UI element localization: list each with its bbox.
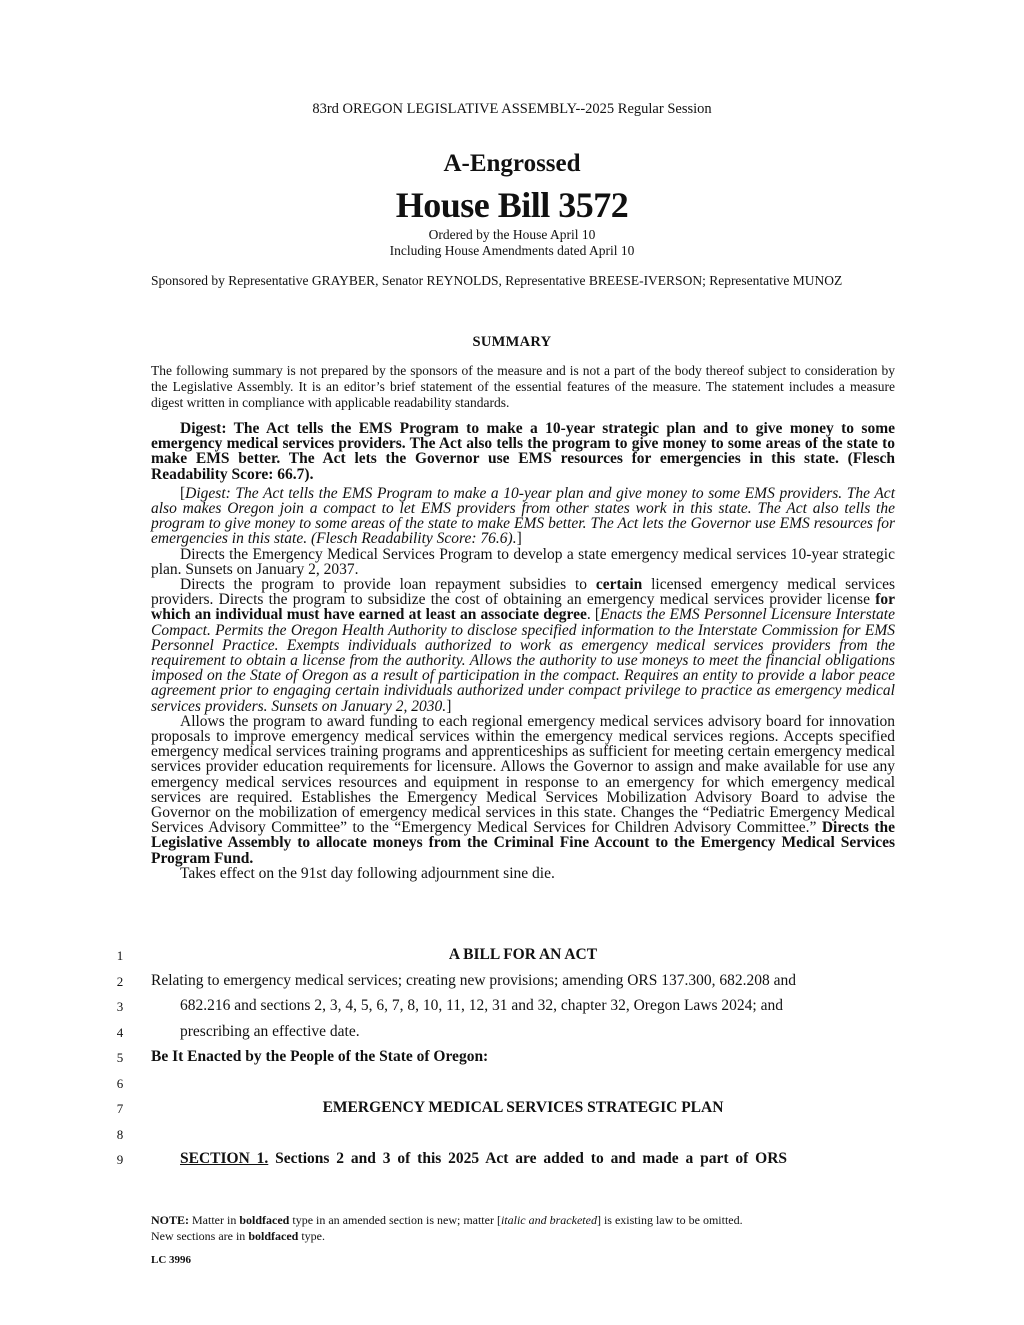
line-number: 9 (116, 1152, 124, 1167)
bill-title: House Bill 3572 (395, 185, 629, 225)
summary-heading: SUMMARY (472, 334, 552, 350)
award-bold: Directs the Legislative Assembly to allocate moneys from the Criminal Fine Account to the Emergency Medical Services Program Fund. (151, 819, 895, 867)
line-number: 6 (116, 1076, 124, 1091)
line-number: 3 (116, 999, 124, 1014)
amendments-line: Including House Amendments dated April 10 (389, 243, 635, 258)
section-1-text: Sections 2 and 3 of this 2025 Act are added to and made a part of ORS (268, 1150, 788, 1167)
award-text: Allows the program to award funding to each regional emergency medical services advisory board for innovation proposals to improve emergency medical services within the emergency medical services regions. Accepts specified emergency medical services training programs and apprenticeships as sufficient for meeting certain emergency medical services provider education requirements for licensure. Allows the Governor to assign and make available for use any emergency medical services resources and equipment in response to an emergency for which emergency medical services are required. Establishes the Emergency Medical Services Mobilization Advisory Board to advise the Governor on the mobilization of emergency medical services in this state. Changes the “Pediatric Emergency Medical Services Advisory Committee” to the “Emergency Medical Services for Children Advisory Committee.” (151, 712, 895, 837)
section-heading: EMERGENCY MEDICAL SERVICES STRATEGIC PLAN (322, 1099, 724, 1116)
loan-text-b: licensed emergency medical services providers. Directs the program to subsidize the cost of obtaining an emergency medical services provider license (151, 576, 895, 609)
note-bold-2: boldfaced (248, 1229, 299, 1243)
bracket-open: [ (180, 484, 186, 502)
lc-number: LC 3996 (151, 1254, 192, 1266)
session-header: 83rd OREGON LEGISLATIVE ASSEMBLY--2025 Regular Session (312, 101, 712, 117)
loan-certain: certain (595, 576, 643, 594)
bill-heading: A BILL FOR AN ACT (448, 946, 598, 963)
line-number: 1 (116, 948, 124, 963)
loan-text-a: Directs the program to provide loan repayment subsidies to (180, 576, 596, 594)
footer-note (151, 1212, 911, 1244)
ordered-block (0, 227, 1024, 259)
summary-intro: The following summary is not prepared by the sponsors of the measure and is not a part of the body thereof subject to consideration by the Legislative Assembly. It is an editor’s brief statement of the essential features of the measure. The statement includes a measure digest written in compliance with applicable readability standards. (151, 363, 895, 410)
loan-text-c: . [ (586, 606, 601, 624)
enacting-clause: Be It Enacted by the People of the State of Oregon: (151, 1048, 489, 1065)
section-1-label: SECTION 1. (180, 1150, 269, 1167)
note-text-b: type in an amended section is new; matter [ (289, 1213, 501, 1227)
loan-bold: for which an individual must have earned at least an associate degree (151, 591, 895, 624)
para-award-funding (151, 714, 895, 866)
loan-italic: Enacts the EMS Personnel Licensure Interstate Compact. Permits the Oregon Health Authority to disclose specified information to the Interstate Commission for EMS Personnel Practice. Exempts individuals authorized to work as emergency medical services providers from the requirement to obtain a license from the authority. Allows the authority to use moneys to meet the financial obligations imposed on the State of Oregon as a result of participation in the compact. Requires an entity to provide a labor peace agreement prior to engaging certain individuals authorized under compact privilege to practice as emergency medical services providers. Sunsets on January 2, 2030. (151, 606, 895, 715)
line-number: 5 (116, 1050, 124, 1065)
engrossed-label: A-Engrossed (443, 150, 581, 177)
para-effective: Takes effect on the 91st day following adjournment sine die. (180, 864, 555, 882)
relating-line-3: prescribing an effective date. (180, 1023, 360, 1040)
note-text-d: New sections are in (151, 1229, 249, 1243)
section-1 (151, 1150, 895, 1168)
line-number: 2 (116, 974, 124, 989)
para-loan-repayment (151, 577, 895, 714)
relating-line-2: 682.216 and sections 2, 3, 4, 5, 6, 7, 8, 10, 11, 12, 31 and 32, chapter 32, Oregon Laws 2024; and (180, 997, 783, 1014)
bracket-close: ] (516, 530, 522, 548)
line-number: 7 (116, 1101, 124, 1116)
note-text-a: Matter in (189, 1213, 240, 1227)
sponsors: Sponsored by Representative GRAYBER, Senator REYNOLDS, Representative BREESE-IVERSON; Representative MUNOZ (151, 273, 843, 288)
note-line-1 (151, 1212, 911, 1228)
note-italic: italic and bracketed (500, 1213, 597, 1227)
para-strategic-plan: Directs the Emergency Medical Services Program to develop a state emergency medical services 10-year strategic plan. Sunsets on January 2, 2037. (151, 545, 895, 578)
loan-text-d: ] (446, 697, 452, 715)
relating-line-1: Relating to emergency medical services; creating new provisions; amending ORS 137.300, 682.208 and (151, 972, 796, 989)
ordered-line: Ordered by the House April 10 (428, 227, 596, 242)
note-text-c: ] is existing law to be omitted. (596, 1213, 743, 1227)
line-number: 8 (116, 1127, 124, 1142)
note-text-e: type. (298, 1229, 325, 1243)
digest-old-text: Digest: The Act tells the EMS Program to make a 10-year plan and give money to some EMS providers. The Act also makes Oregon join a compact to let EMS providers from other states work in this state. The Act also tells the program to give money to some areas of the state to make EMS better. The Act lets the Governor use EMS resources for emergencies in this state. (Flesch Readability Score: 76.6). (151, 484, 895, 548)
note-bold-1: boldfaced (239, 1213, 290, 1227)
digest-old (151, 486, 895, 547)
note-label: NOTE: (151, 1213, 190, 1227)
digest-new (151, 421, 895, 482)
note-line-2 (151, 1228, 911, 1244)
digest-block (151, 421, 895, 881)
digest-new-text: Digest: The Act tells the EMS Program to make a 10-year strategic plan and to give money to some emergency medical services providers. The Act also tells the program to give money to some areas of the state to make EMS better. The Act lets the Governor use EMS resources for emergencies in this state. (Flesch Readability Score: 66.7). (151, 420, 895, 483)
line-number: 4 (116, 1025, 124, 1040)
